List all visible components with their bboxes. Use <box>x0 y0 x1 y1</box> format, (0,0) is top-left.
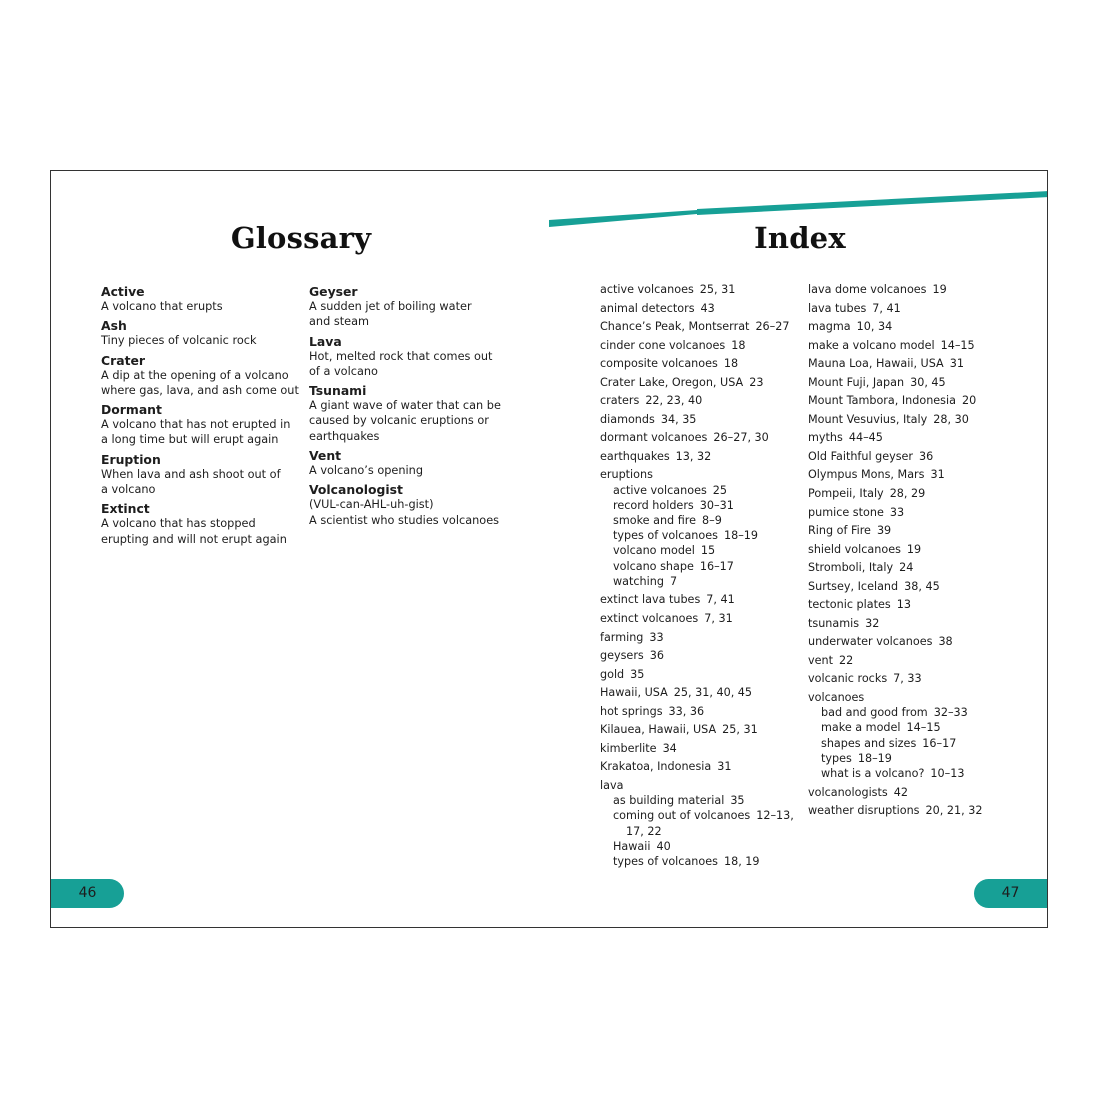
index-heading-line <box>808 560 1008 575</box>
index-entry <box>808 690 1008 781</box>
glossary-term: Active <box>101 284 145 299</box>
index-column-2 <box>808 282 1008 822</box>
index-locator: 12–13, <box>756 809 794 823</box>
index-heading-line <box>808 338 1008 353</box>
index-locator: 44–45 <box>848 431 883 445</box>
index-subterm: active volcanoes <box>613 483 707 497</box>
index-locator: 7, 41 <box>872 301 901 315</box>
index-term: Crater Lake, Oregon, USA <box>600 375 744 389</box>
book-spread <box>50 170 1048 928</box>
index-entry <box>600 667 800 682</box>
glossary-entry <box>101 353 301 399</box>
index-locator: 36 <box>919 449 934 463</box>
index-entry <box>600 467 800 589</box>
index-subterm: shapes and sizes <box>821 736 917 750</box>
index-term: Hawaii, USA <box>600 686 668 700</box>
index-subentry <box>600 574 800 589</box>
index-heading-line <box>808 785 1008 800</box>
index-subterm: watching <box>613 574 664 588</box>
index-locator: 13 <box>896 598 911 612</box>
index-locator: 20, 21, 32 <box>925 804 983 818</box>
index-term: Chance’s Peak, Montserrat <box>600 320 750 334</box>
glossary-definition-line: A sudden jet of boiling water <box>309 300 472 313</box>
index-locator: 35 <box>630 667 645 681</box>
index-term: Ring of Fire <box>808 524 871 538</box>
index-subterm: bad and good from <box>821 706 928 720</box>
index-locator: 7, 33 <box>893 672 922 686</box>
index-heading-line <box>600 667 800 682</box>
index-term: volcanologists <box>808 785 888 799</box>
index-term: Olympus Mons, Mars <box>808 468 925 482</box>
glossary-entry <box>309 284 509 330</box>
index-entry <box>808 301 1008 316</box>
index-locator: 38, 45 <box>904 579 940 593</box>
index-locator: 43 <box>700 301 715 315</box>
index-heading-line <box>808 671 1008 686</box>
index-term: kimberlite <box>600 741 657 755</box>
index-term: make a volcano model <box>808 338 935 352</box>
index-subentry <box>600 559 800 574</box>
index-heading-line <box>600 648 800 663</box>
index-locator: 25, 31, 40, 45 <box>673 686 753 700</box>
index-locator: 15 <box>700 544 716 558</box>
index-locator: 10, 34 <box>856 320 893 334</box>
index-locator: 26–27 <box>755 320 790 334</box>
index-heading-line <box>808 616 1008 631</box>
index-subentry <box>808 705 1008 720</box>
index-entry <box>600 592 800 607</box>
index-locator: 34 <box>662 741 677 755</box>
index-term: shield volcanoes <box>808 542 901 556</box>
index-locator: 25 <box>712 483 728 497</box>
index-locator: 36 <box>649 649 664 663</box>
index-entry <box>808 505 1008 520</box>
index-locator: 35 <box>730 794 745 808</box>
index-column-1 <box>600 282 800 872</box>
index-subterm: volcano model <box>613 544 695 558</box>
index-term: Mount Tambora, Indonesia <box>808 394 956 408</box>
index-subterm: types of volcanoes <box>613 529 718 543</box>
glossary-column-1 <box>101 284 301 551</box>
glossary-definition-line: Hot, melted rock that comes out <box>309 349 493 363</box>
glossary-entry <box>309 448 509 478</box>
glossary-definition-line: caused by volcanic eruptions or <box>309 414 489 428</box>
index-subentry <box>600 513 800 528</box>
index-entry <box>808 486 1008 501</box>
index-heading-line <box>600 592 800 607</box>
glossary-term: Eruption <box>101 451 161 467</box>
index-term: dormant volcanoes <box>600 431 708 445</box>
index-locator: 39 <box>876 524 892 538</box>
index-subterm: record holders <box>613 498 694 512</box>
index-heading-line <box>808 412 1008 427</box>
index-subentry <box>600 854 800 869</box>
index-locator: 30, 45 <box>910 375 946 389</box>
index-heading-line <box>600 611 800 626</box>
index-term: gold <box>600 667 625 681</box>
index-term: cinder cone volcanoes <box>600 338 726 352</box>
index-entry <box>600 648 800 663</box>
index-heading-line <box>808 690 1008 705</box>
index-locator: 18 <box>723 357 739 371</box>
index-entry <box>808 785 1008 800</box>
index-entry <box>600 338 800 353</box>
index-heading-line <box>808 542 1008 557</box>
index-locator: 42 <box>893 785 908 799</box>
index-locator: 28, 30 <box>933 412 969 426</box>
index-subterm: smoke and fire <box>613 514 696 528</box>
index-locator: 7, 41 <box>706 593 735 607</box>
index-entry <box>600 356 800 371</box>
index-term: Stromboli, Italy <box>808 561 894 575</box>
index-locator: 22 <box>838 653 854 667</box>
index-heading-line <box>600 449 800 464</box>
index-entry <box>600 685 800 700</box>
index-entry <box>808 542 1008 557</box>
index-subentry <box>600 528 800 543</box>
index-locator: 33, 36 <box>668 704 705 718</box>
index-term: craters <box>600 394 640 408</box>
index-heading-line <box>600 282 800 297</box>
glossary-term: Tsunami <box>309 383 367 399</box>
glossary-definition-line: A volcano’s opening <box>309 464 423 478</box>
index-term: geysers <box>600 649 644 663</box>
glossary-entry <box>101 402 301 448</box>
index-heading-line <box>808 301 1008 316</box>
index-heading-line <box>600 393 800 408</box>
glossary-entry <box>101 284 301 314</box>
index-locator: 13, 32 <box>675 449 712 463</box>
index-locator: 18 <box>731 338 746 352</box>
index-locator: 25, 31 <box>722 723 758 737</box>
index-term: earthquakes <box>600 449 670 463</box>
index-entry <box>808 634 1008 649</box>
index-locator: 31 <box>717 760 732 774</box>
index-entry <box>808 430 1008 445</box>
glossary-entry <box>101 452 301 498</box>
index-subentry <box>600 839 800 854</box>
index-heading-line <box>600 319 800 334</box>
index-locator: 7 <box>669 574 678 588</box>
glossary-term: Ash <box>101 318 127 334</box>
index-heading-line <box>808 505 1008 520</box>
index-heading-line <box>808 449 1008 464</box>
index-heading-line <box>808 393 1008 408</box>
index-heading-line <box>600 430 800 445</box>
index-heading-line <box>600 722 800 737</box>
index-term: magma <box>808 320 851 334</box>
index-heading-line <box>808 467 1008 482</box>
glossary-entry <box>309 482 509 528</box>
index-heading-line <box>600 467 800 482</box>
index-entry <box>600 375 800 390</box>
index-subterm: Hawaii <box>613 839 651 853</box>
index-entry <box>808 560 1008 575</box>
glossary-term: Geyser <box>309 284 358 299</box>
glossary-definition-line: A volcano that has not erupted in <box>101 418 291 432</box>
glossary-term: Crater <box>101 352 146 368</box>
index-entry <box>600 759 800 774</box>
index-entry <box>600 704 800 719</box>
index-term: tsunamis <box>808 616 860 630</box>
index-entry <box>600 722 800 737</box>
index-heading-line <box>808 375 1008 390</box>
index-entry <box>600 319 800 334</box>
index-entry <box>600 430 800 445</box>
index-locator: 33 <box>649 630 664 644</box>
index-term: Mauna Loa, Hawaii, USA <box>808 357 944 371</box>
index-locator: 30–31 <box>699 498 734 512</box>
index-entry <box>600 282 800 297</box>
index-term: eruptions <box>600 468 653 482</box>
index-locator: 18–19 <box>723 529 759 543</box>
index-term: extinct volcanoes <box>600 611 699 625</box>
glossary-definition-line: and steam <box>309 315 370 329</box>
index-subentry <box>600 483 800 498</box>
glossary-definition-line: A dip at the opening of a volcano <box>101 368 289 382</box>
index-heading-line <box>808 579 1008 594</box>
glossary-definition-line: When lava and ash shoot out of <box>101 467 281 481</box>
index-locator: 25, 31 <box>699 283 736 296</box>
index-entry <box>808 616 1008 631</box>
index-term: lava tubes <box>808 301 867 315</box>
index-locator: 20 <box>961 394 977 408</box>
index-term: vent <box>808 653 833 667</box>
index-entry <box>808 338 1008 353</box>
index-heading-line <box>808 430 1008 445</box>
index-locator: 14–15 <box>940 338 975 352</box>
glossary-definition-line: a volcano <box>101 483 156 497</box>
index-locator-continued: 17, 22 <box>626 824 662 838</box>
index-subterm: as building material <box>613 794 725 808</box>
index-term: Old Faithful geyser <box>808 449 914 463</box>
glossary-definition-line: a long time but will erupt again <box>101 433 279 447</box>
index-heading-line <box>808 653 1008 668</box>
index-term: diamonds <box>600 412 655 426</box>
index-term: farming <box>600 630 644 644</box>
index-locator: 23 <box>749 375 764 389</box>
index-locator: 18, 19 <box>723 854 760 868</box>
index-term: tectonic plates <box>808 598 891 612</box>
index-locator: 31 <box>930 468 945 482</box>
glossary-entry <box>101 318 301 348</box>
index-entry <box>808 523 1008 538</box>
glossary-definition-line: earthquakes <box>309 429 380 443</box>
index-title: Index <box>754 221 846 255</box>
index-subentry <box>808 751 1008 766</box>
index-subterm: types <box>821 751 852 765</box>
index-term: Pompeii, Italy <box>808 487 884 501</box>
index-term: Krakatoa, Indonesia <box>600 760 712 774</box>
index-term: hot springs <box>600 704 663 718</box>
index-term: Mount Fuji, Japan <box>808 375 905 389</box>
index-heading-line <box>808 523 1008 538</box>
index-entry <box>600 778 800 869</box>
index-locator: 31 <box>949 357 964 371</box>
index-heading-line <box>600 685 800 700</box>
index-term: extinct lava tubes <box>600 593 701 607</box>
index-locator: 40 <box>656 839 671 853</box>
glossary-definition-line: A volcano that has stopped <box>101 517 256 531</box>
index-entry <box>808 671 1008 686</box>
index-locator: 38 <box>938 635 953 649</box>
glossary-definition-line: erupting and will not erupt again <box>101 532 287 546</box>
index-entry <box>808 653 1008 668</box>
index-heading-line <box>600 778 800 793</box>
page-number-left: 46 <box>51 879 124 908</box>
index-locator: 7, 31 <box>704 611 733 625</box>
index-heading-line <box>808 319 1008 334</box>
index-entry <box>600 393 800 408</box>
glossary-term: Volcanologist <box>309 482 403 498</box>
index-entry <box>808 579 1008 594</box>
index-term: underwater volcanoes <box>808 635 933 649</box>
index-heading-line <box>600 741 800 756</box>
index-heading-line <box>808 803 1008 818</box>
index-entry <box>808 412 1008 427</box>
index-locator: 18–19 <box>857 751 892 765</box>
index-subentry <box>808 766 1008 781</box>
glossary-definition-line: where gas, lava, and ash come out <box>101 383 299 397</box>
glossary-definition-line: A scientist who studies volcanoes <box>309 513 500 527</box>
index-heading-line <box>600 630 800 645</box>
index-locator: 24 <box>899 561 914 575</box>
index-locator: 34, 35 <box>660 412 697 426</box>
index-entry <box>808 803 1008 818</box>
index-locator: 33 <box>889 505 905 519</box>
index-heading-line <box>808 282 1008 297</box>
glossary-definition-line: of a volcano <box>309 364 378 378</box>
index-subentry <box>600 793 800 808</box>
glossary-definition-line: A giant wave of water that can be <box>309 399 501 413</box>
index-term: animal detectors <box>600 301 695 315</box>
index-entry <box>600 412 800 427</box>
index-term: Surtsey, Iceland <box>808 579 899 593</box>
glossary-entry <box>309 334 509 380</box>
index-term: volcanic rocks <box>808 672 888 686</box>
index-term: weather disruptions <box>808 804 920 818</box>
index-locator: 16–17 <box>922 736 957 750</box>
index-term: Kilauea, Hawaii, USA <box>600 723 717 737</box>
index-term: myths <box>808 431 843 445</box>
index-subentry <box>808 736 1008 751</box>
index-entry <box>808 449 1008 464</box>
glossary-column-2 <box>309 284 509 532</box>
page-number-right: 47 <box>974 879 1047 908</box>
index-entry <box>600 301 800 316</box>
glossary-definition-line: Tiny pieces of volcanic rock <box>101 334 257 348</box>
index-locator: 32 <box>865 616 880 630</box>
index-entry <box>808 597 1008 612</box>
index-entry <box>808 467 1008 482</box>
index-entry <box>600 741 800 756</box>
glossary-term: Extinct <box>101 501 150 517</box>
index-heading-line <box>808 356 1008 371</box>
index-locator: 10–13 <box>930 767 965 781</box>
index-heading-line <box>808 634 1008 649</box>
index-locator: 19 <box>906 542 922 556</box>
index-term: composite volcanoes <box>600 357 718 371</box>
index-term: pumice stone <box>808 505 884 519</box>
index-locator: 14–15 <box>906 721 941 735</box>
index-subentry <box>808 720 1008 735</box>
index-term: Mount Vesuvius, Italy <box>808 412 928 426</box>
index-entry <box>600 630 800 645</box>
index-heading-line <box>600 375 800 390</box>
index-entry <box>808 282 1008 297</box>
index-heading-line <box>600 301 800 316</box>
index-term: active volcanoes <box>600 283 694 296</box>
index-term: lava <box>600 778 624 792</box>
index-locator: 19 <box>932 283 947 296</box>
index-entry <box>600 611 800 626</box>
index-entry <box>600 449 800 464</box>
index-heading-line <box>600 759 800 774</box>
index-entry <box>808 393 1008 408</box>
index-subentry <box>600 543 800 558</box>
glossary-title: Glossary <box>230 221 372 255</box>
index-heading-line <box>600 412 800 427</box>
index-term: lava dome volcanoes <box>808 283 927 296</box>
index-subterm: types of volcanoes <box>613 854 718 868</box>
glossary-entry <box>101 501 301 547</box>
index-subterm: coming out of volcanoes <box>613 809 751 823</box>
index-locator: 22, 23, 40 <box>645 394 703 408</box>
index-subentry <box>600 808 800 838</box>
index-term: volcanoes <box>808 691 865 705</box>
index-locator: 8–9 <box>701 514 722 528</box>
index-heading-line <box>600 356 800 371</box>
glossary-term: Lava <box>309 333 342 349</box>
index-locator: 26–27, 30 <box>713 431 769 445</box>
index-subterm: what is a volcano? <box>821 767 925 781</box>
index-heading-line <box>808 486 1008 501</box>
index-locator: 16–17 <box>699 559 734 573</box>
index-entry <box>808 356 1008 371</box>
index-subterm: make a model <box>821 721 901 735</box>
index-entry <box>808 319 1008 334</box>
glossary-term: Dormant <box>101 402 162 418</box>
glossary-definition-line: (VUL-can-AHL-uh-gist) <box>309 498 434 512</box>
index-subterm: volcano shape <box>613 559 694 573</box>
index-locator: 32–33 <box>933 706 968 720</box>
index-heading-line <box>600 704 800 719</box>
index-locator: 28, 29 <box>889 487 926 501</box>
index-heading-line <box>808 597 1008 612</box>
index-heading-line <box>600 338 800 353</box>
index-subentry <box>600 498 800 513</box>
glossary-entry <box>309 383 509 444</box>
index-entry <box>808 375 1008 390</box>
glossary-definition-line: A volcano that erupts <box>101 300 223 313</box>
glossary-term: Vent <box>309 448 342 464</box>
